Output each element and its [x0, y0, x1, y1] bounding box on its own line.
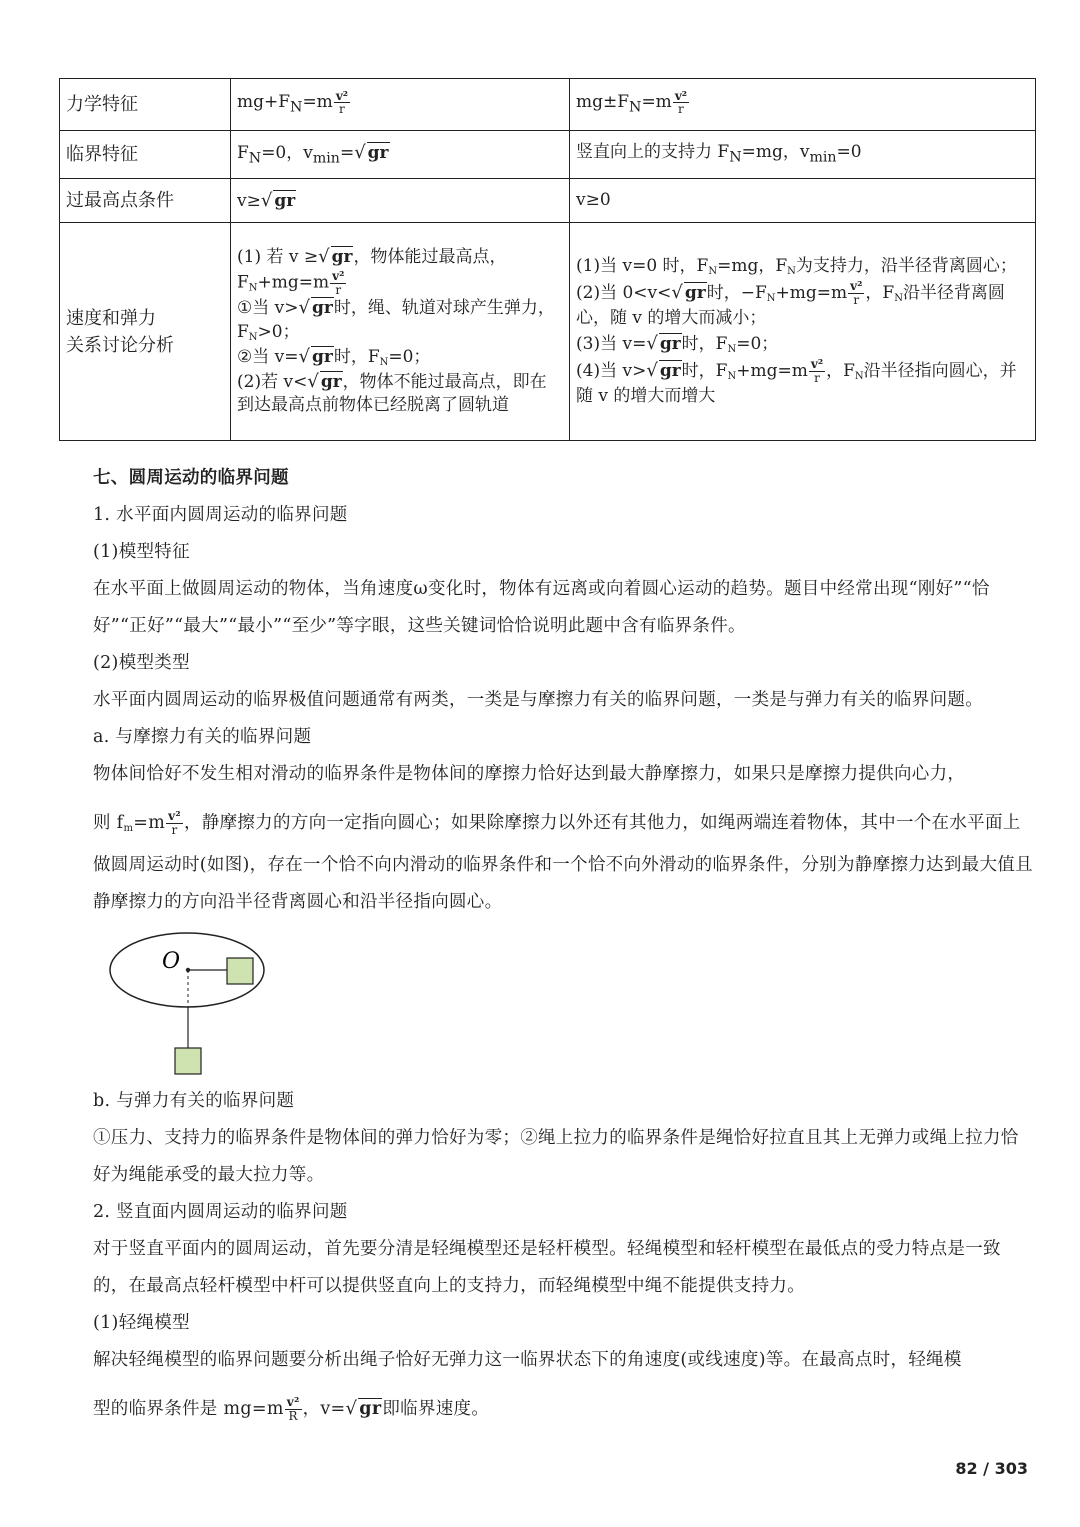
section-title: 七、圆周运动的临界问题: [93, 468, 289, 488]
model-features-text: 在水平面上做圆周运动的物体，当角速度ω变化时，物体有远离或向着圆心运动的趋势。题目中经常出现“刚好”“恰好”“正好”“最大”“最小”“至少”等字眼，这些关键词恰恰说明此题中含有临界条件。: [93, 579, 990, 636]
block-on-table: [227, 958, 253, 984]
cell-rod-analysis: (1)当 v=0 时，$F_N=mg$，$F_N$为支持力，沿半径背离圆心； (2)当 0<v<√ gr时，$-F_N+mg=m$ $\frac{\text{v²}}{r}$ ，$F_N$沿半径背离圆心，随 v 的增大而减小； (3)当 v=√ gr时，$F_N=0$； (4)当 v>√ gr时，$F_N+mg=m$ $\frac{\text{v²}}{r}$ ，$F_N$沿半径指向圆心，并随 v 的增大而增大: [570, 223, 1036, 441]
model-types-heading: (2)模型类型: [93, 653, 190, 673]
row-header-critical: 临界特征: [60, 131, 231, 179]
light-rope-text-2: 型的临界条件是 mg=m $\frac{\text{v²}}{R}$ ，v=√ gr即临界速度。: [93, 1395, 490, 1423]
friction-text-2: 则 $f_m=m$ $\frac{\text{v²}}{r}$ ，静摩擦力的方向一定指向圆心；如果除摩擦力以外还有其他力，如绳两端连着物体，其中一个在水平面上做圆周运动时(如图)，存在一个恰不向内滑动的临界条件和一个恰不向外滑动的临界条件，分别为静摩擦力达到最大值且静摩擦力的方向沿半径背离圆心和沿半径指向圆心。: [93, 809, 1033, 912]
elastic-heading: b. 与弹力有关的临界问题: [93, 1091, 295, 1111]
vertical-text: 对于竖直平面内的圆周运动，首先要分清是轻绳模型还是轻杆模型。轻绳模型和轻杆模型在最低点的受力特点是一致的，在最高点轻杆模型中杆可以提供竖直向上的支持力，而轻绳模型中绳不能提供支持力。: [93, 1239, 1001, 1296]
row-header-mechanics: 力学特征: [60, 79, 231, 131]
row-header-top-condition: 过最高点条件: [60, 179, 231, 223]
rope-diagram: [108, 930, 273, 1078]
cell-rod-mechanics: $mg\pm F_N=m$ $\frac{\text{v²}}{r}$: [570, 79, 1036, 131]
cell-rod-top-condition: v≥0: [570, 179, 1036, 223]
page-number: 82 / 303: [955, 1459, 1028, 1478]
friction-heading: a. 与摩擦力有关的临界问题: [93, 727, 312, 747]
model-features-heading: (1)模型特征: [93, 542, 190, 562]
cell-rope-critical: $F_N=0$，$v_{min}=√$ gr: [231, 131, 570, 179]
light-rope-heading: (1)轻绳模型: [93, 1313, 190, 1333]
cell-rope-mechanics: $mg+F_N=m$ $\frac{\text{v²}}{r}$: [231, 79, 570, 131]
model-types-text: 水平面内圆周运动的临界极值问题通常有两类，一类是与摩擦力有关的临界问题，一类是与弹力有关的临界问题。: [93, 690, 983, 710]
center-label: O: [162, 949, 181, 974]
cell-rod-critical: 竖直向上的支持力 $F_N=mg$，$v_{min}=0$: [570, 131, 1036, 179]
friction-text-1: 物体间恰好不发生相对滑动的临界条件是物体间的摩擦力恰好达到最大静摩擦力，如果只是摩擦力提供向心力，: [93, 764, 966, 784]
comparison-table: [59, 78, 1036, 441]
cell-rope-analysis: (1) 若 v ≥√ gr，物体能过最高点， $F_N+mg=m$ $\frac{\text{v²}}{r}$ ①当 v>√ gr时，绳、轨道对球产生弹力，$F_N>0$； ②当 v=√ gr时，$F_N=0$； (2)若 v<√ gr，物体不能过最高点，即在到达最高点前物体已经脱离了圆轨道: [231, 223, 570, 441]
hanging-block: [175, 1048, 201, 1074]
cell-rope-top-condition: v≥√ gr: [231, 179, 570, 223]
row-header-analysis: 速度和弹力 关系讨论分析: [60, 223, 231, 441]
elastic-text: ①压力、支持力的临界条件是物体间的弹力恰好为零；②绳上拉力的临界条件是绳恰好拉直且其上无弹力或绳上拉力恰好为绳能承受的最大拉力等。: [93, 1128, 1019, 1185]
light-rope-text-1: 解决轻绳模型的临界问题要分析出绳子恰好无弹力这一临界状态下的角速度(或线速度)等。在最高点时，轻绳模: [93, 1350, 962, 1370]
subsection-horizontal: 1. 水平面内圆周运动的临界问题: [93, 505, 348, 525]
subsection-vertical: 2. 竖直面内圆周运动的临界问题: [93, 1202, 348, 1222]
